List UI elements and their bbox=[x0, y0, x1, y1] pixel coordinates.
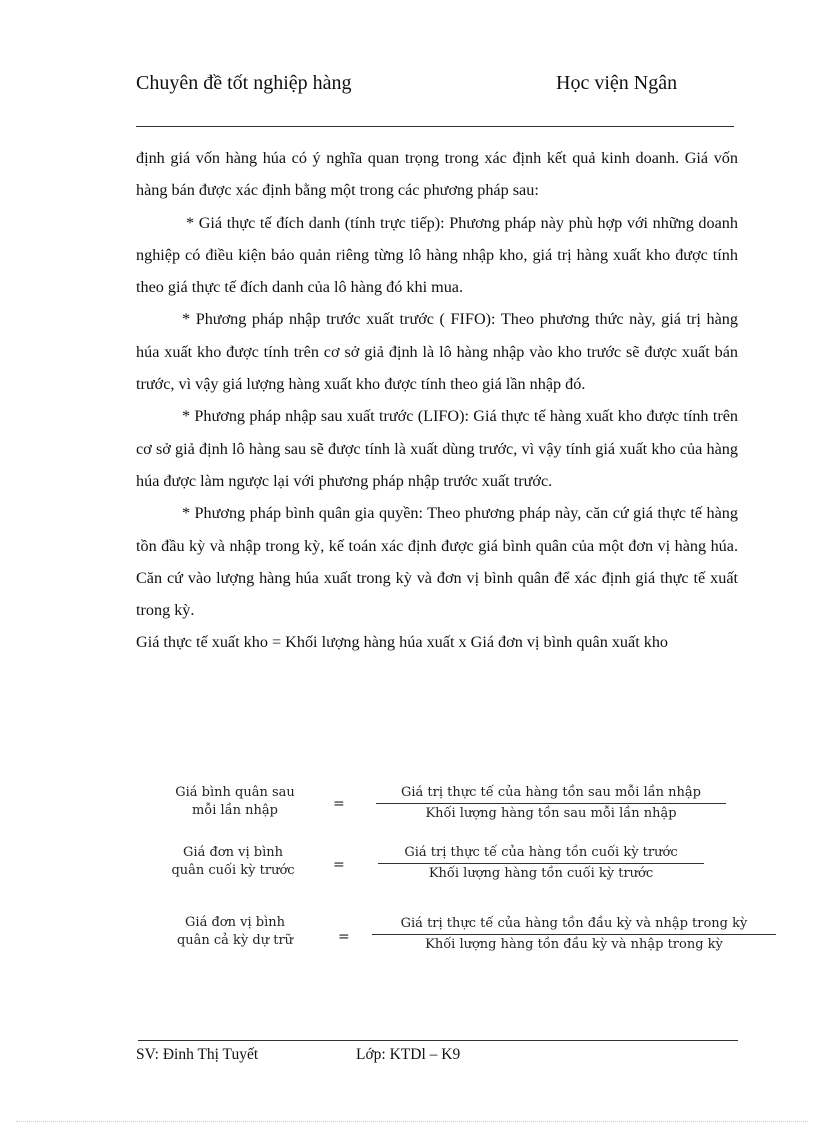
formula-label-line: Giá đơn vị bình bbox=[185, 915, 285, 930]
formula-label-line: mỗi lần nhập bbox=[191, 803, 279, 818]
header-divider bbox=[136, 126, 734, 127]
paragraph-formula-text: Giá thực tế xuất kho = Khối lượng hàng húa xuất x Giá đơn vị bình quân xuất kho bbox=[136, 633, 669, 652]
denominator: Khối lượng hàng tồn cuối kỳ trước bbox=[428, 866, 654, 881]
fraction bbox=[376, 784, 726, 823]
numerator: Giá trị thực tế của hàng tồn đầu kỳ và nhập trong kỳ bbox=[372, 915, 776, 935]
formula-label-line: quân cả kỳ dự trữ bbox=[176, 933, 294, 948]
formula-label bbox=[148, 844, 318, 880]
denominator: Khối lượng hàng tồn đầu kỳ và nhập trong kỳ bbox=[425, 937, 723, 952]
header-right-title: Học viện Ngân bbox=[556, 72, 678, 94]
numerator: Giá trị thực tế của hàng tồn sau mỗi lần nhập bbox=[376, 784, 726, 804]
fraction bbox=[372, 915, 776, 954]
paragraph-weighted-average: * Phương pháp bình quân gia quyền: Theo phương pháp này, căn cứ giá thực tế hàng tồn đầu kỳ và nhập trong kỳ, kế toán xác định được giá bình quân của một đơn vị hàng húa. Căn cứ vào lượng hàng húa xuất trong kỳ và đơn vị bình quân để xác định giá thực tế xuất trong kỳ. bbox=[136, 504, 738, 620]
header-left-title: Chuyên đề tốt nghiệp hàng bbox=[136, 72, 352, 94]
formula-label bbox=[150, 914, 320, 950]
formula-label-line: quân cuối kỳ trước bbox=[171, 863, 295, 878]
equals-sign: = bbox=[338, 929, 350, 945]
fraction bbox=[378, 844, 704, 883]
paragraph-fifo: * Phương pháp nhập trước xuất trước ( FIFO): Theo phương thức này, giá trị hàng húa xuất kho được tính trên cơ sở giả định là lô hàng nhập vào kho trước sẽ được xuất bán trước, vì vậy giá lượng hàng xuất kho được tính theo giá lần nhập đó. bbox=[136, 310, 738, 394]
footer-student-name: SV: Đinh Thị Tuyết bbox=[136, 1046, 259, 1063]
equals-sign: = bbox=[333, 857, 345, 873]
paragraph-intro: định giá vốn hàng húa có ý nghĩa quan trọng trong xác định kết quả kinh doanh. Giá vốn hàng bán được xác định bằng một trong các phương pháp sau: bbox=[136, 149, 738, 200]
paragraph-specific-identification: * Giá thực tế đích danh (tính trực tiếp): Phương pháp này phù hợp với những doanh nghiệp có điều kiện bảo quản riêng từng lô hàng nhập kho, giá trị hàng xuất kho được tính theo giá thực tế đích danh của lô hàng đó khi mua. bbox=[136, 213, 738, 297]
paragraph-lifo: * Phương pháp nhập sau xuất trước (LIFO): Giá thực tế hàng xuất kho được tính trên cơ sở giả định lô hàng sau sẽ được tính là xuất dùng trước, vì vậy tính giá xuất kho của hàng húa được làm ngược lại với phương pháp nhập trước xuất trước. bbox=[136, 407, 738, 490]
document-body bbox=[136, 142, 738, 659]
footer-divider bbox=[138, 1040, 738, 1041]
equals-sign: = bbox=[333, 796, 345, 812]
formula-label-line: Giá bình quân sau bbox=[175, 785, 295, 800]
numerator: Giá trị thực tế của hàng tồn cuối kỳ trước bbox=[378, 844, 704, 864]
footer-class: Lớp: KTDl – K9 bbox=[356, 1046, 461, 1063]
denominator: Khối lượng hàng tồn sau mỗi lần nhập bbox=[425, 806, 677, 821]
formula-label-line: Giá đơn vị bình bbox=[183, 845, 283, 860]
formula-label bbox=[150, 784, 320, 820]
